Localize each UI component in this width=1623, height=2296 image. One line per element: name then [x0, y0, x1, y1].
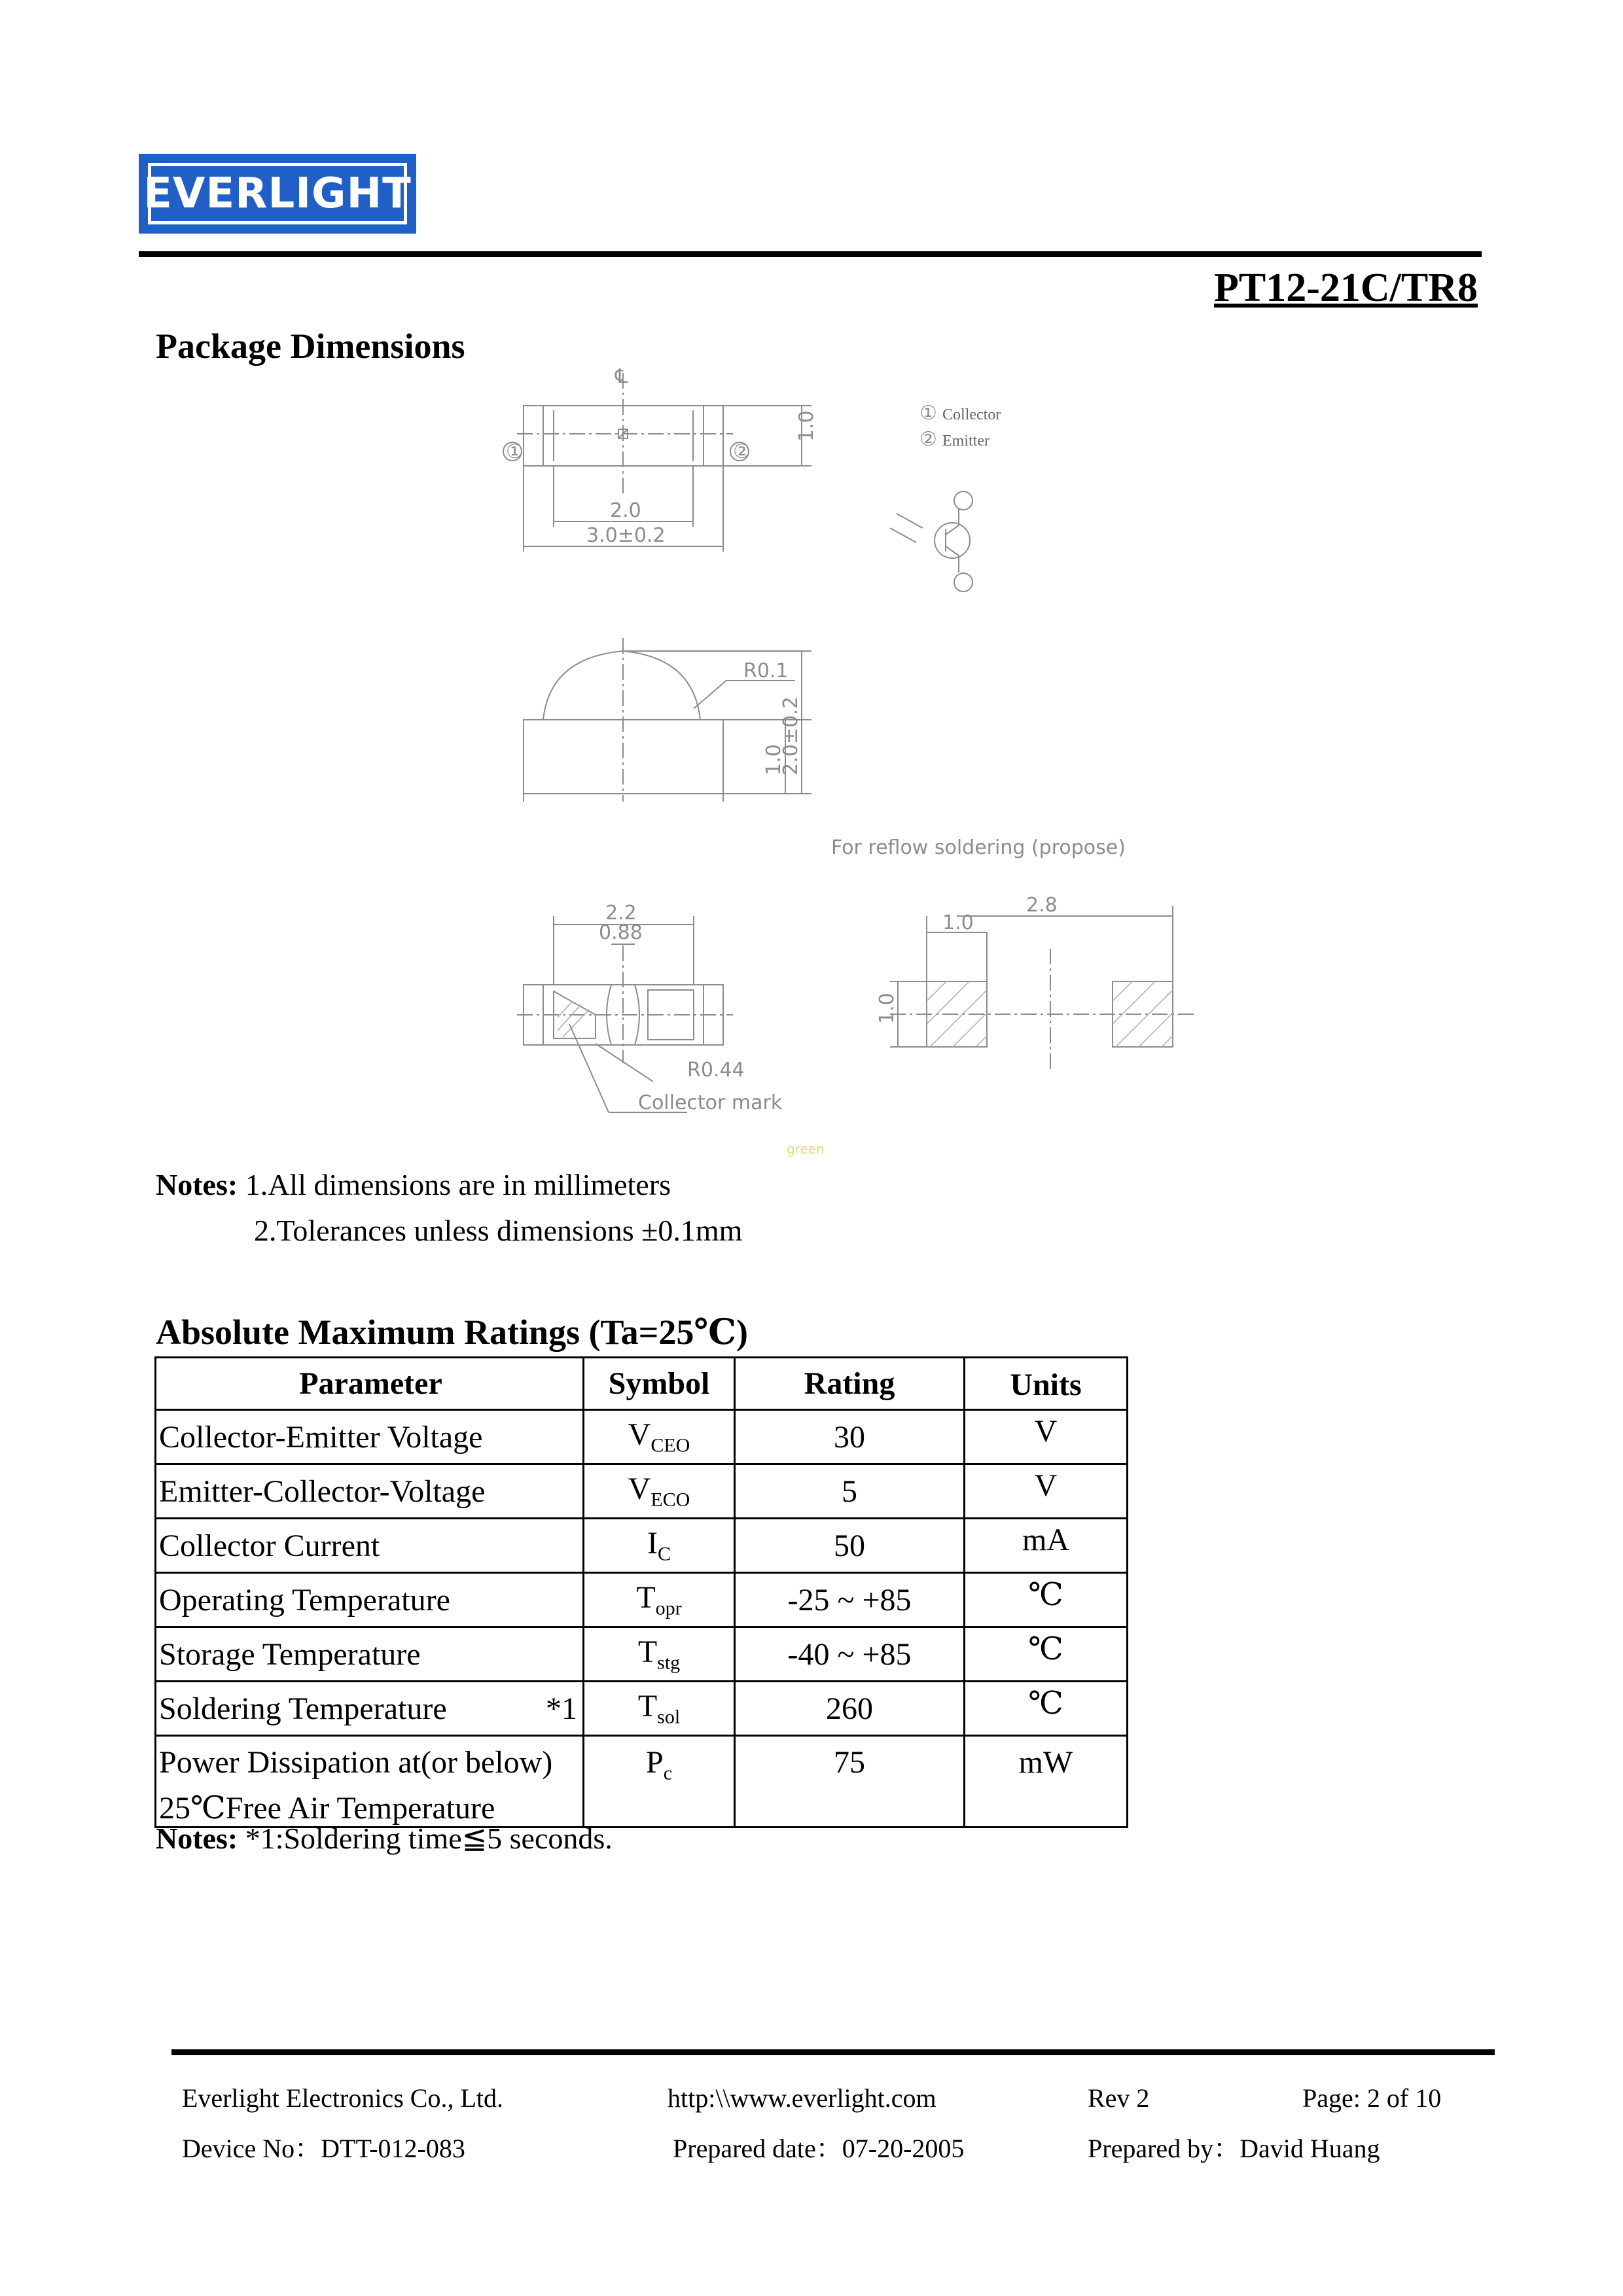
table-row: [156, 1736, 1128, 1828]
header-rule: [139, 251, 1482, 257]
part-number: PT12-21C/TR8: [1214, 266, 1478, 310]
top-outer-width-dim: 3.0±0.2: [586, 524, 666, 547]
footer-url[interactable]: http:\\www.everlight.com: [668, 2083, 936, 2113]
legend-pin2-mark: ②: [919, 428, 937, 451]
footer-prepared-date: Prepared date：07-20-2005: [673, 2134, 965, 2163]
ratings-note-text: *1:Soldering time≦5 seconds.: [245, 1822, 613, 1855]
footer-rule: [171, 2049, 1495, 2055]
unit-cell: V: [965, 1410, 1128, 1464]
footer-prepared-by: Prepared by：David Huang: [1088, 2134, 1380, 2163]
phototransistor-symbol: [890, 491, 972, 592]
symbol-cell: $T_{stg}$: [584, 1627, 735, 1682]
param-cell: Emitter-Collector-Voltage: [156, 1464, 584, 1519]
header-units: Units: [965, 1358, 1128, 1410]
symbol-cell: $P_c$: [584, 1736, 735, 1828]
footer-rev: Rev 2: [1088, 2083, 1150, 2113]
pin2-mark: ②: [733, 440, 751, 463]
side-radius-dim: R0.1: [743, 660, 789, 682]
legend-emitter: Emitter: [942, 433, 990, 450]
unit-cell: mW: [965, 1736, 1128, 1828]
param-cell: Power Dissipation at(or below) 25℃Free Air Temperature: [156, 1736, 584, 1828]
centerline-mark: ℄: [615, 365, 628, 388]
rating-cell: 30: [735, 1410, 965, 1464]
logo-text: EVERLIGHT: [143, 169, 412, 218]
table-header-row: [156, 1358, 1128, 1410]
bottom-inner-width-dim: 0.88: [599, 921, 643, 944]
package-dimensions-title: Package Dimensions: [156, 327, 465, 366]
table-row: [156, 1627, 1128, 1682]
rating-cell: 260: [735, 1682, 965, 1736]
notes-label: Notes:: [156, 1168, 238, 1201]
drawing-labels: [506, 365, 1126, 1157]
package-drawing: [497, 357, 1283, 1168]
absolute-max-ratings-title: Absolute Maximum Ratings (Ta=25℃): [156, 1313, 749, 1352]
unit-cell: mA: [965, 1519, 1128, 1573]
pad-height-dim: 1.0: [876, 993, 899, 1024]
reflow-caption: For reflow soldering (propose): [831, 836, 1126, 859]
table-row: [156, 1682, 1128, 1736]
param-cell: Storage Temperature: [156, 1627, 584, 1682]
bottom-view: [517, 916, 733, 1112]
table-row: [156, 1519, 1128, 1573]
rating-cell: 75: [735, 1736, 965, 1828]
symbol-cell: $V_{ECO}$: [584, 1464, 735, 1519]
rating-cell: -25 ~ +85: [735, 1573, 965, 1627]
footer-company: Everlight Electronics Co., Ltd.: [182, 2083, 503, 2113]
header-rating: Rating: [735, 1358, 965, 1410]
footnote-ref: *1: [546, 1691, 577, 1726]
footer-device-no: Device No：DTT-012-083: [182, 2134, 465, 2163]
everlight-logo: [139, 154, 416, 234]
rating-cell: 50: [735, 1519, 965, 1573]
side-total-height-dim: 2.0±0.2: [779, 696, 802, 775]
pad-pitch-dim: 2.8: [1026, 894, 1058, 917]
legend-pin1-mark: ①: [919, 402, 937, 425]
note-line-2: 2.Tolerances unless dimensions ±0.1mm: [254, 1214, 743, 1247]
unit-cell: V: [965, 1464, 1128, 1519]
param-cell: Collector Current: [156, 1519, 584, 1573]
top-inner-width-dim: 2.0: [610, 499, 641, 522]
unit-cell: ℃: [965, 1682, 1128, 1736]
notes-label: Notes:: [156, 1822, 238, 1855]
unit-cell: ℃: [965, 1573, 1128, 1627]
collector-mark-label: Collector mark: [638, 1091, 783, 1114]
symbol-cell: $T_{sol}$: [584, 1682, 735, 1736]
footer-page: Page: 2 of 10: [1302, 2083, 1442, 2113]
ratings-note: [156, 1820, 613, 1856]
param-cell: Collector-Emitter Voltage: [156, 1410, 584, 1464]
pad-width-dim: 1.0: [942, 911, 974, 934]
header-parameter: Parameter: [156, 1358, 584, 1410]
note-line-1: [156, 1167, 671, 1202]
symbol-cell: $V_{CEO}$: [584, 1410, 735, 1464]
unit-cell: ℃: [965, 1627, 1128, 1682]
table-row: [156, 1573, 1128, 1627]
green-label: green: [787, 1141, 825, 1157]
pin1-mark: ①: [506, 440, 524, 463]
note-text-1: 1.All dimensions are in millimeters: [245, 1168, 671, 1201]
symbol-cell: $I_C$: [584, 1519, 735, 1573]
rating-cell: 5: [735, 1464, 965, 1519]
top-height-dim: 1.0: [795, 410, 818, 442]
solder-pad-layout: [890, 906, 1198, 1070]
logo-frame: [143, 163, 412, 224]
rating-cell: -40 ~ +85: [735, 1627, 965, 1682]
param-cell: Operating Temperature: [156, 1573, 584, 1627]
bottom-outer-width-dim: 2.2: [605, 902, 637, 925]
param-cell: Soldering Temperature *1: [156, 1682, 584, 1736]
table-row: [156, 1464, 1128, 1519]
ratings-table: [154, 1356, 1128, 1828]
header-symbol: Symbol: [584, 1358, 735, 1410]
legend-collector: Collector: [942, 406, 1001, 423]
bottom-radius-dim: R0.44: [687, 1059, 745, 1082]
table-row: [156, 1410, 1128, 1464]
side-body-height-dim: 1.0: [762, 744, 785, 775]
symbol-cell: $T_{opr}$: [584, 1573, 735, 1627]
